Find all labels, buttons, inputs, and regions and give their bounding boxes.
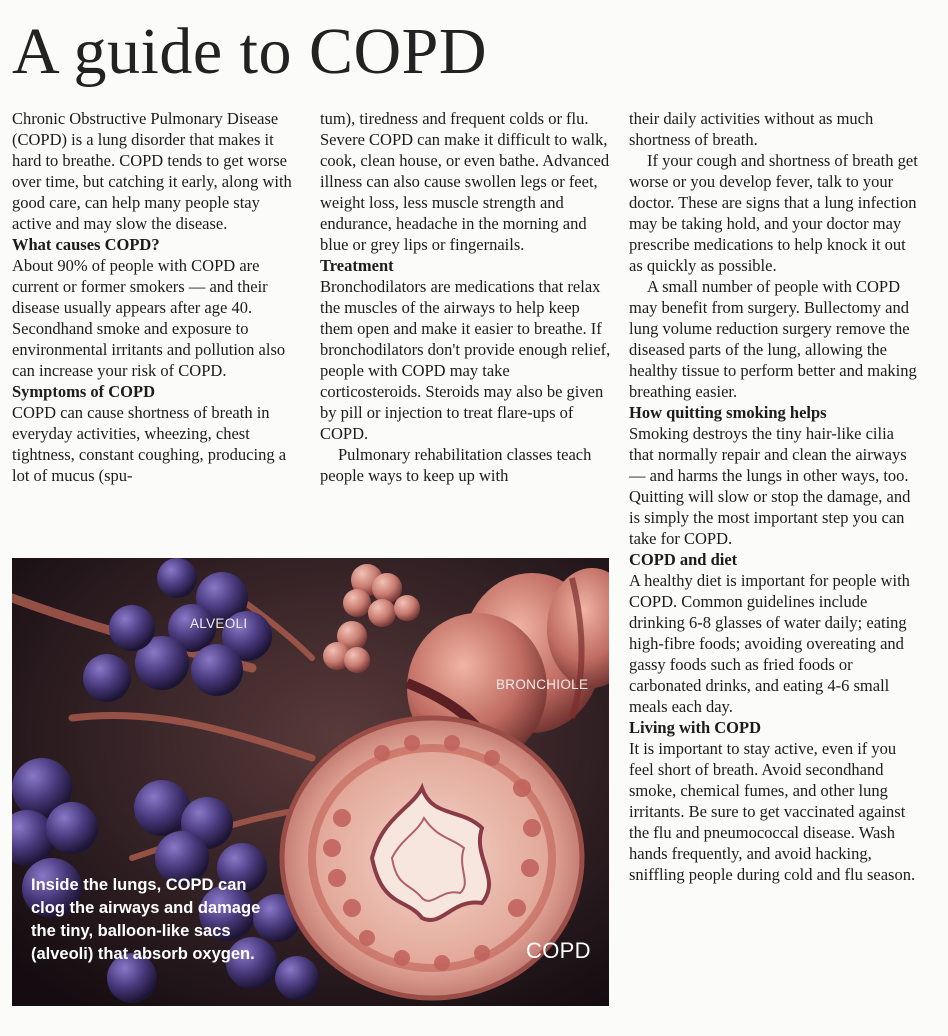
heading-treatment: Treatment xyxy=(320,256,394,275)
rehab-paragraph-continued: their daily activities without as much shortness of breath. xyxy=(629,109,874,149)
figure-caption: Inside the lungs, COPD can clog the airways and damage the tiny, balloon-like sacs (alveoli) that absorb oxygen. xyxy=(31,876,261,963)
heading-diet: COPD and diet xyxy=(629,550,738,569)
alveoli-label: ALVEOLI xyxy=(190,616,248,631)
copd-label: COPD xyxy=(526,938,591,963)
rehab-paragraph: Pulmonary rehabilitation classes teach people ways to keep up with xyxy=(320,445,592,485)
cough-paragraph: If your cough and shortness of breath get worse or you develop fever, talk to your doctor. These are signs that a lung infection may be taking hold, and your doctor may prescribe medications to help knock it out as quickly as possible. xyxy=(629,151,918,275)
heading-quitting: How quitting smoking helps xyxy=(629,403,827,422)
surgery-paragraph: A small number of people with COPD may benefit from surgery. Bullectomy and lung volume reduction surgery remove the diseased parts of the lung, allowing the healthy tissue to perform better and making breathing easier. xyxy=(629,277,917,401)
column-1 xyxy=(12,108,302,486)
quitting-paragraph: Smoking destroys the tiny hair-like cilia that normally repair and clean the airways — and harms the lungs in other ways, too. Quitting will slow or stop the damage, and is simply the most important step you can take for COPD. xyxy=(629,424,911,548)
column-2 xyxy=(320,108,612,486)
heading-symptoms: Symptoms of COPD xyxy=(12,382,155,401)
treatment-paragraph: Bronchodilators are medications that relax the muscles of the airways to help keep them open and make it easier to breathe. If bronchodilators don't provide enough relief, people with COPD may take corticosteroids. Steroids may also be given by pill or injection to treat flare-ups of COPD. xyxy=(320,277,611,443)
symptoms-paragraph-continued: tum), tiredness and frequent colds or flu. Severe COPD can make it difficult to walk, cook, clean house, or even bathe. Advanced illness can also cause swollen legs or feet, weight loss, less muscle strength and endurance, headache in the morning and blue or grey lips or fingernails. xyxy=(320,109,610,254)
living-paragraph: It is important to stay active, even if you feel short of breath. Avoid secondhand smoke, chemical fumes, and other lung irritants. Be sure to get vaccinated against the flu and pneumococcal disease. Wash hands frequently, and avoid hacking, sniffling people during cold and flu season. xyxy=(629,739,916,884)
intro-paragraph: Chronic Obstructive Pulmonary Disease (COPD) is a lung disorder that makes it hard to breathe. COPD tends to get worse over time, but catching it early, along with good care, can help many people stay active and may slow the disease. xyxy=(12,109,292,233)
causes-paragraph: About 90% of people with COPD are current or former smokers — and their disease usually appears after age 40. Secondhand smoke and exposure to environmental irritants and pollution also can increase your risk of COPD. xyxy=(12,256,286,380)
article-title: A guide to COPD xyxy=(12,15,488,88)
heading-living: Living with COPD xyxy=(629,718,762,737)
heading-causes: What causes COPD? xyxy=(12,235,160,254)
lung-illustration xyxy=(12,558,609,1006)
column-3 xyxy=(629,108,921,885)
diet-paragraph: A healthy diet is important for people with COPD. Common guidelines include drinking 6-8 glasses of water daily; eating high-fibre foods; avoiding overeating and gassy foods such as fried foods or carbonated drinks, and eating 4-6 small meals each day. xyxy=(629,571,910,716)
bronchiole-label: BRONCHIOLE xyxy=(496,677,589,692)
symptoms-paragraph: COPD can cause shortness of breath in everyday activities, wheezing, chest tightness, constant coughing, producing a lot of mucus (spu- xyxy=(12,403,287,485)
